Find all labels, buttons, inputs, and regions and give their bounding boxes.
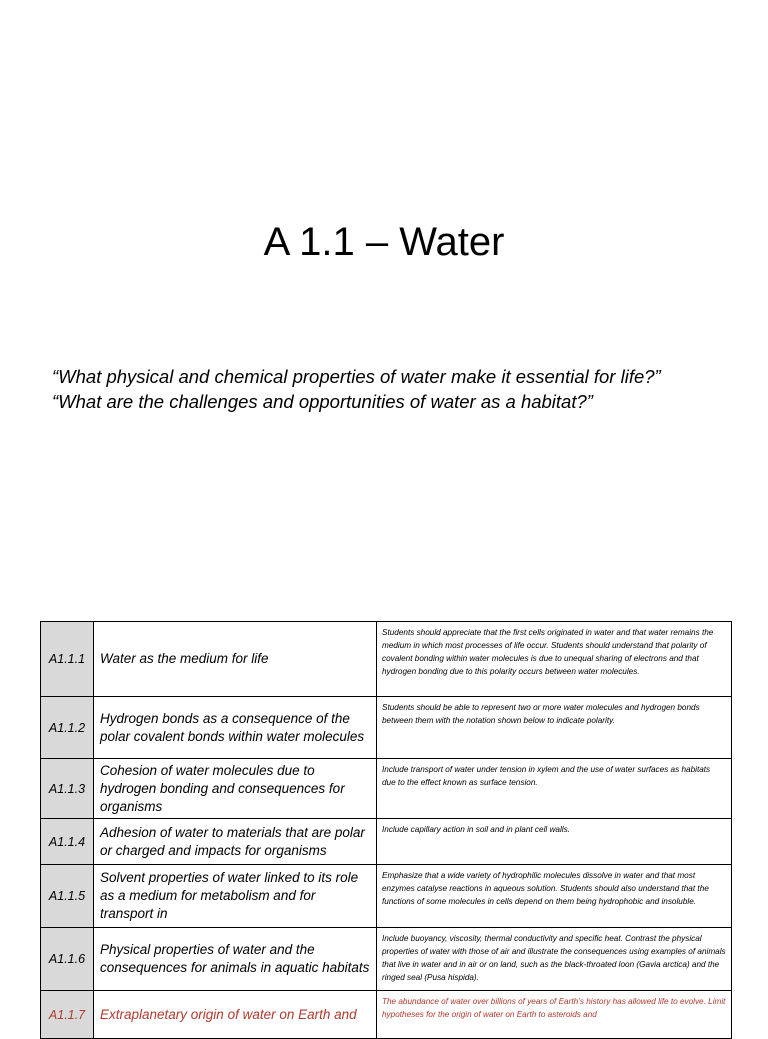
table-row — [41, 928, 732, 991]
table-row — [41, 991, 732, 1039]
row-guidance: Students should appreciate that the first cells originated in water and that water remains the medium in which most processes of life occur. Students should understand that polarity of covalent bonding within water molecules is due to unequal sharing of electrons and that hydrogen bonding due to this polarity occurs between water molecules. — [377, 622, 732, 697]
row-code: A1.1.2 — [41, 697, 94, 759]
row-guidance: Students should be able to represent two or more water molecules and hydrogen bonds between them with the notation shown below to indicate polarity. — [377, 697, 732, 759]
row-topic: Physical properties of water and the consequences for animals in aquatic habitats — [94, 928, 377, 991]
table-row — [41, 865, 732, 928]
table-row — [41, 759, 732, 819]
row-topic: Solvent properties of water linked to its role as a medium for metabolism and for transport in — [94, 865, 377, 928]
row-guidance: Emphasize that a wide variety of hydrophilic molecules dissolve in water and that most enzymes catalyse reactions in aqueous solution. Students should also understand that the functions of some molecules in cells depend on them being hydrophobic and insoluble. — [377, 865, 732, 928]
row-guidance: Include buoyancy, viscosity, thermal conductivity and specific heat. Contrast the physical properties of water with those of air and illustrate the consequences using examples of animals that live in water and in air or on land, such as the black-throated loon (Gavia arctica) and the ringed seal (Pusa hispida). — [377, 928, 732, 991]
row-guidance: The abundance of water over billions of years of Earth’s history has allowed life to evolve. Limit hypotheses for the origin of water on Earth to asteroids and — [377, 991, 732, 1039]
row-topic: Extraplanetary origin of water on Earth and — [94, 991, 377, 1039]
specification-table — [40, 621, 732, 1039]
row-topic: Adhesion of water to materials that are polar or charged and impacts for organisms — [94, 819, 377, 865]
table-row — [41, 819, 732, 865]
row-topic: Hydrogen bonds as a consequence of the polar covalent bonds within water molecules — [94, 697, 377, 759]
table-row — [41, 697, 732, 759]
row-code: A1.1.4 — [41, 819, 94, 865]
table-row — [41, 622, 732, 697]
row-code: A1.1.6 — [41, 928, 94, 991]
row-topic: Cohesion of water molecules due to hydrogen bonding and consequences for organisms — [94, 759, 377, 819]
row-guidance: Include transport of water under tension in xylem and the use of water surfaces as habitats due to the effect known as surface tension. — [377, 759, 732, 819]
row-guidance: Include capillary action in soil and in plant cell walls. — [377, 819, 732, 865]
slide-title: A 1.1 – Water — [263, 220, 505, 264]
row-code: A1.1.1 — [41, 622, 94, 697]
row-code: A1.1.7 — [41, 991, 94, 1039]
row-code: A1.1.3 — [41, 759, 94, 819]
guiding-questions — [52, 364, 752, 414]
guiding-question: “What are the challenges and opportunities of water as a habitat?” — [52, 391, 593, 412]
guiding-question: “What physical and chemical properties of water make it essential for life?” — [52, 366, 661, 387]
row-code: A1.1.5 — [41, 865, 94, 928]
row-topic: Water as the medium for life — [94, 622, 377, 697]
